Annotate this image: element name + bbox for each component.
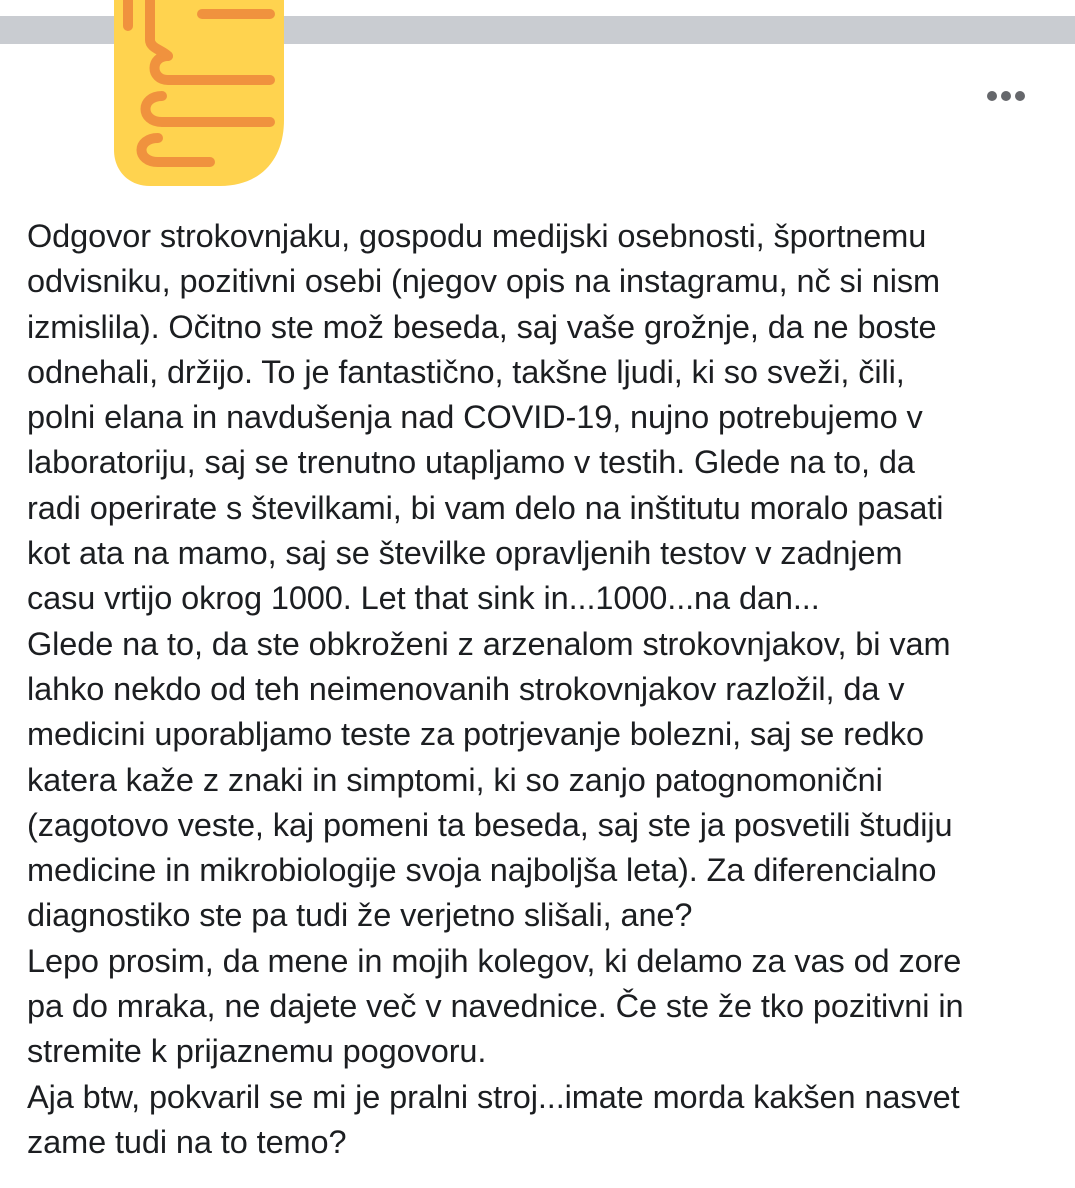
more-dots-icon — [987, 91, 997, 101]
more-dot — [1015, 91, 1025, 101]
more-dot — [1001, 91, 1011, 101]
fist-icon — [110, 0, 286, 186]
more-options-button[interactable] — [980, 82, 1032, 110]
post-body-text: Odgovor strokovnjaku, gospodu medijski osebnosti, športnemu odvisniku, pozitivni osebi (njegov opis na instagramu, nč si nism izmislila). Očitno ste mož beseda, saj vaše grožnje, da ne boste odnehali, držijo. To je fantastično, takšne ljudi, ki so sveži, čili, polni elana in navdušenja nad COVID-19, nujno potrebujemo v laboratoriju, saj se trenutno utapljamo v testih. Glede na to, da radi operirate s številkami, bi vam delo na inštitutu moralo pasati kot ata na mamo, saj se številke opravljenih testov v zadnjem casu vrtijo okrog 1000. Let that sink in...1000...na dan... Glede na to, da ste obkroženi z arzenalom strokovnjakov, bi vam lahko nekdo od teh neimenovanih strokovnjakov razložil, da v medicini uporabljamo teste za potrjevanje bolezni, saj se redko katera kaže z znaki in simptomi, ki so zanjo patognomonični (zagotovo veste, kaj pomeni ta beseda, saj ste ja posvetili študiju medicine in mikrobiologije svoja najboljša leta). Za diferencialno diagnostiko ste pa tudi že verjetno slišali, ane? Lepo prosim, da mene in mojih kolegov, ki delamo za vas od zore pa do mraka, ne dajete več v navednice. Če ste že tko pozitivni in stremite k prijaznemu pogovoru. Aja btw, pokvaril se mi je pralni stroj...imate morda kakšen nasvet zame tudi na to temo? — [27, 218, 964, 1160]
